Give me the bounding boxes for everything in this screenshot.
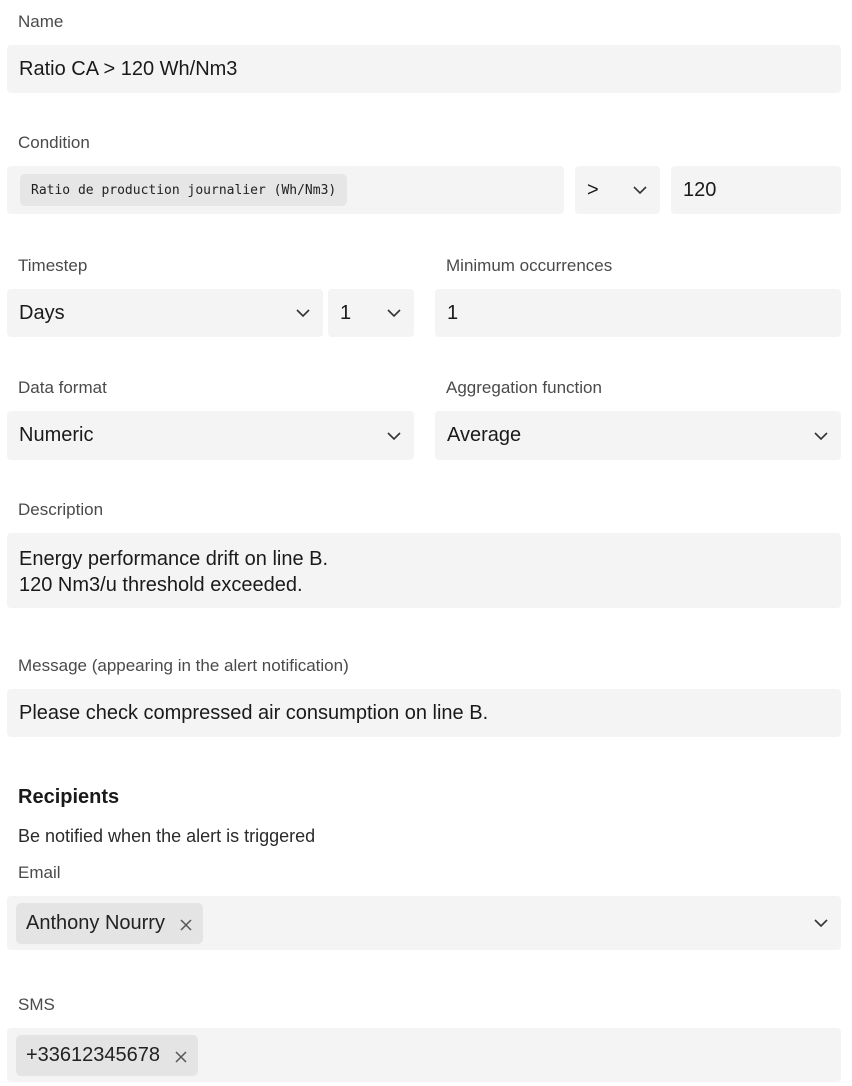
name-value: Ratio CA > 120 Wh/Nm3 bbox=[19, 57, 238, 80]
chevron-down-icon bbox=[813, 428, 829, 444]
close-icon[interactable] bbox=[179, 916, 193, 930]
email-recipient-name: Anthony Nourry bbox=[26, 911, 165, 934]
condition-operator-select[interactable] bbox=[575, 166, 660, 214]
condition-threshold-input[interactable] bbox=[671, 166, 841, 214]
timestep-count-select[interactable] bbox=[328, 289, 414, 337]
recipients-subtext: Be notified when the alert is triggered bbox=[18, 826, 316, 846]
condition-metric-chip[interactable]: Ratio de production journalier (Wh/Nm3) bbox=[20, 174, 347, 206]
condition-threshold-value: 120 bbox=[683, 178, 717, 201]
timestep-label: Timestep bbox=[18, 256, 88, 275]
data-format-value: Numeric bbox=[19, 424, 94, 446]
chevron-down-icon bbox=[295, 305, 311, 321]
aggregation-value: Average bbox=[447, 424, 522, 446]
message-label: Message (appearing in the alert notification) bbox=[18, 656, 349, 675]
chevron-down-icon bbox=[386, 428, 402, 444]
email-recipients-select[interactable] bbox=[7, 896, 841, 950]
close-icon[interactable] bbox=[174, 1048, 188, 1062]
sms-recipients-input[interactable] bbox=[7, 1028, 841, 1082]
chevron-down-icon bbox=[386, 305, 402, 321]
message-input[interactable] bbox=[7, 689, 841, 737]
chevron-down-icon bbox=[813, 915, 829, 931]
data-format-select[interactable] bbox=[7, 411, 414, 460]
timestep-unit-select[interactable] bbox=[7, 289, 323, 337]
condition-metric-field[interactable] bbox=[7, 166, 564, 214]
name-input[interactable] bbox=[7, 45, 841, 93]
condition-label: Condition bbox=[18, 133, 90, 152]
description-line-2: 120 Nm3/u threshold exceeded. bbox=[19, 574, 303, 596]
min-occurrences-input[interactable] bbox=[435, 289, 841, 337]
aggregation-select[interactable] bbox=[435, 411, 841, 460]
description-line-1: Energy performance drift on line B. bbox=[19, 548, 329, 570]
name-label: Name bbox=[18, 12, 64, 31]
message-value: Please check compressed air consumption on line B. bbox=[19, 701, 489, 724]
min-occurrences-value: 1 bbox=[447, 301, 459, 324]
sms-recipient-number: +33612345678 bbox=[26, 1043, 161, 1066]
sms-recipient-tag bbox=[16, 1035, 198, 1076]
email-label: Email bbox=[18, 863, 61, 882]
timestep-count-value: 1 bbox=[340, 301, 352, 324]
min-occurrences-label: Minimum occurrences bbox=[446, 256, 613, 275]
sms-label: SMS bbox=[18, 995, 55, 1014]
aggregation-label: Aggregation function bbox=[446, 378, 602, 397]
description-textarea[interactable] bbox=[7, 533, 841, 608]
email-recipient-tag bbox=[16, 903, 203, 944]
chevron-down-icon bbox=[632, 182, 648, 198]
data-format-label: Data format bbox=[18, 378, 107, 397]
description-label: Description bbox=[18, 500, 104, 519]
condition-operator-value: > bbox=[587, 178, 599, 201]
timestep-unit-value: Days bbox=[19, 301, 65, 324]
recipients-heading: Recipients bbox=[18, 786, 120, 808]
